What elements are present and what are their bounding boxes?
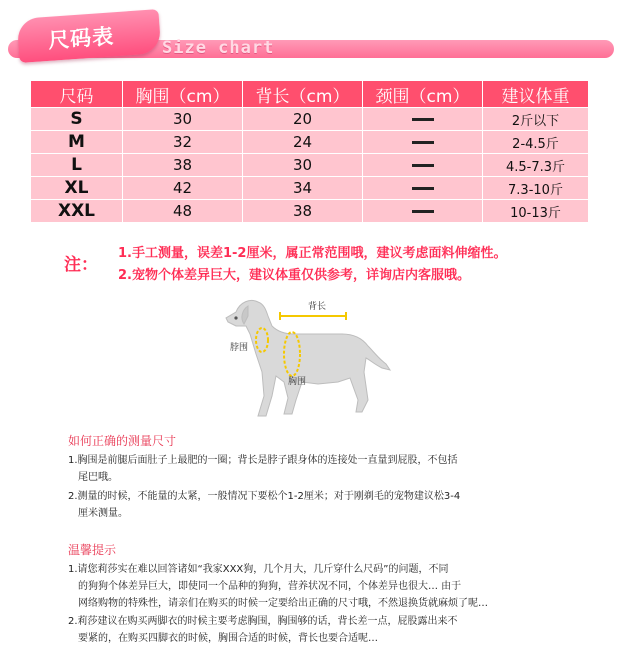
chest-cell: 42 (123, 177, 243, 200)
neck-cell (363, 200, 483, 223)
table-row (31, 131, 589, 154)
measure-line: 厘米测量。 (78, 508, 128, 519)
neck-cell (363, 131, 483, 154)
dash-mark (412, 118, 434, 121)
neck-label: 脖围 (230, 343, 249, 353)
measure-line: 1.胸围是前腿后面肚子上最肥的一圈；背长是脖子跟身体的连接处一直量到屁股，不包括 (68, 455, 458, 466)
neck-cell (363, 177, 483, 200)
dog-measure-diagram (222, 292, 394, 422)
back-cell: 20 (243, 108, 363, 131)
measure-title: 如何正确的测量尺寸 (68, 434, 177, 448)
tips-line: 2.莉莎建议在购买两脚衣的时候主要考虑胸围，胸围够的话，背长差一点，屁股露出来不 (68, 616, 458, 627)
neck-cell (363, 108, 483, 131)
tips-line: 要紧的，在购买四脚衣的时候，胸围合适的时候，背长也要合适呢… (78, 633, 378, 644)
weight-cell: 7.3-10斤 (483, 177, 589, 200)
size-table (30, 80, 589, 223)
table-header-row (31, 81, 589, 108)
chest-cell: 38 (123, 154, 243, 177)
header-subtitle: Size chart (162, 38, 275, 58)
tips-line: 1.请您莉莎实在难以回答诸如“我家XXX狗，几个月大，几斤穿什么尺码”的问题，不同 (68, 564, 449, 575)
back-cell: 24 (243, 131, 363, 154)
back-cell: 38 (243, 200, 363, 223)
table-row (31, 154, 589, 177)
dog-nose-icon (234, 316, 237, 319)
measure-paragraph-2 (68, 488, 588, 522)
column-header: 尺码 (31, 81, 123, 108)
weight-cell: 10-13斤 (483, 200, 589, 223)
table-row (31, 200, 589, 223)
chest-label: 胸围 (288, 377, 307, 387)
back-cell: 30 (243, 154, 363, 177)
chest-cell: 30 (123, 108, 243, 131)
neck-cell (363, 154, 483, 177)
size-cell: XXL (31, 200, 123, 223)
table-row (31, 108, 589, 131)
measure-paragraph-1 (68, 452, 588, 486)
dash-mark (412, 187, 434, 190)
note-label: 注： (64, 255, 98, 275)
tips-line: 网络购物的特殊性，请亲们在购买的时候一定要给出正确的尺寸哦，不然退换货就麻烦了呢… (78, 598, 488, 609)
note-line-1: 1.手工测量，误差1-2厘米，属正常范围哦，建议考虑面料伸缩性。 (118, 246, 507, 261)
measure-line: 尾巴哦。 (78, 472, 118, 483)
tips-title: 温馨提示 (68, 543, 117, 557)
tips-paragraph-2 (68, 613, 588, 647)
dash-mark (412, 141, 434, 144)
dash-mark (412, 210, 434, 213)
dog-silhouette-icon (226, 300, 390, 416)
table-row (31, 177, 589, 200)
dash-mark (412, 164, 434, 167)
size-cell: XL (31, 177, 123, 200)
weight-cell: 4.5-7.3斤 (483, 154, 589, 177)
chest-cell: 32 (123, 131, 243, 154)
note-line-2: 2.宠物个体差异巨大，建议体重仅供参考，详询店内客服哦。 (118, 268, 470, 283)
column-header: 建议体重 (483, 81, 589, 108)
column-header: 颈围（cm） (363, 81, 483, 108)
chest-cell: 48 (123, 200, 243, 223)
size-cell: S (31, 108, 123, 131)
tips-line: 的狗狗个体差异巨大，即使同一个品种的狗狗，营养状况不同，个体差异也很大… 由于 (78, 581, 462, 592)
tips-paragraph-1 (68, 561, 588, 612)
column-header: 背长（cm） (243, 81, 363, 108)
back-cell: 34 (243, 177, 363, 200)
weight-cell: 2-4.5斤 (483, 131, 589, 154)
size-cell: L (31, 154, 123, 177)
header-tag-text: 尺码表 (47, 24, 115, 53)
back-label: 背长 (308, 302, 327, 312)
weight-cell: 2斤以下 (483, 108, 589, 131)
size-cell: M (31, 131, 123, 154)
column-header: 胸围（cm） (123, 81, 243, 108)
measure-line: 2.测量的时候，不能量的太紧，一般情况下要松个1-2厘米；对于刚剃毛的宠物建议松3-4 (68, 491, 461, 502)
